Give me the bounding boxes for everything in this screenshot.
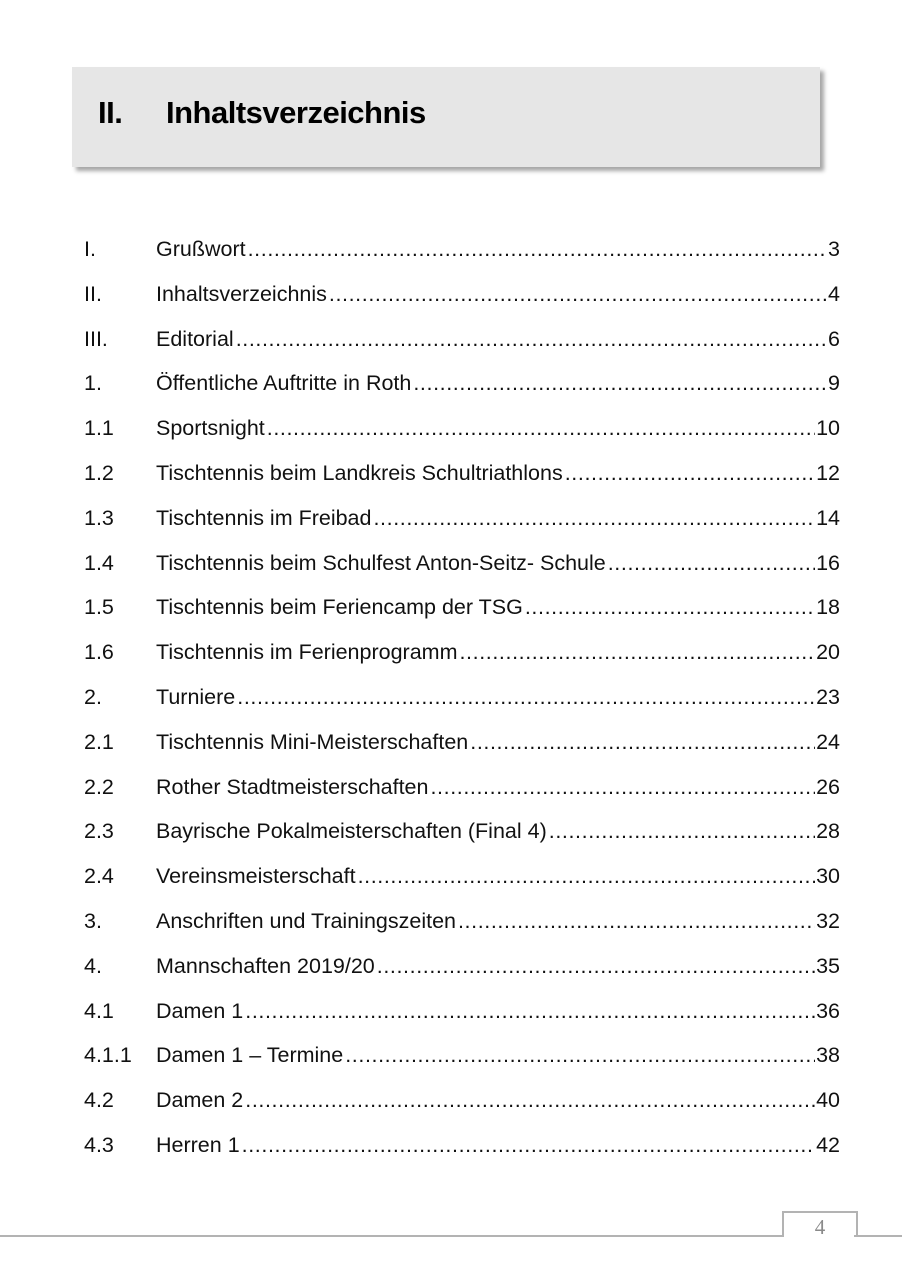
toc-entry-title: Editorial	[156, 323, 236, 355]
toc-entry-title: Damen 1 – Termine	[156, 1039, 345, 1071]
toc-dot-leader	[525, 591, 815, 623]
toc-entry-page: 30	[816, 864, 840, 889]
toc-dot-leader	[329, 278, 827, 310]
toc-entry-page: 35	[816, 953, 840, 978]
toc-dot-leader	[245, 995, 815, 1027]
toc-entry[interactable]	[84, 636, 840, 681]
section-heading-title: Inhaltsverzeichnis	[166, 95, 426, 130]
toc-entry-title: Vereinsmeisterschaft	[156, 860, 358, 892]
toc-entry-number: 1.2	[84, 460, 114, 485]
toc-entry-title: Tischtennis beim Feriencamp der TSG	[156, 591, 525, 623]
toc-dot-leader	[549, 815, 815, 847]
toc-entry[interactable]	[84, 278, 840, 323]
toc-entry[interactable]	[84, 771, 840, 816]
toc-entry-title: Turniere	[156, 681, 237, 713]
toc-dot-leader	[608, 547, 815, 579]
toc-entry-page: 6	[828, 326, 840, 351]
toc-entry-number: 1.4	[84, 550, 114, 575]
toc-entry-number: 1.5	[84, 595, 114, 620]
toc-entry-page: 4	[828, 281, 840, 306]
toc-entry[interactable]	[84, 233, 840, 278]
toc-entry-title: Tischtennis im Freibad	[156, 502, 373, 534]
toc-dot-leader	[430, 771, 815, 803]
toc-entry-title: Rother Stadtmeisterschaften	[156, 771, 430, 803]
toc-entry-page: 40	[816, 1088, 840, 1113]
toc-dot-leader	[565, 457, 815, 489]
toc-entry-title: Tischtennis im Ferienprogramm	[156, 636, 459, 668]
toc-dot-leader	[267, 412, 815, 444]
toc-entry-page: 14	[816, 505, 840, 530]
toc-entry-number: 1.3	[84, 505, 114, 530]
toc-entry-number: 1.1	[84, 416, 114, 441]
toc-entry-title: Öffentliche Auftritte in Roth	[156, 367, 413, 399]
toc-entry-page: 26	[816, 774, 840, 799]
toc-dot-leader	[377, 950, 815, 982]
table-of-contents	[84, 233, 840, 1174]
toc-dot-leader	[236, 323, 827, 355]
toc-entry-number: 1.6	[84, 640, 114, 665]
toc-dot-leader	[458, 905, 815, 937]
toc-entry-page: 23	[816, 684, 840, 709]
toc-entry[interactable]	[84, 502, 840, 547]
footer-rule-left	[0, 1235, 783, 1237]
toc-entry-title: Tischtennis beim Landkreis Schultriathlons	[156, 457, 565, 489]
toc-entry-page: 28	[816, 819, 840, 844]
toc-entry-title: Grußwort	[156, 233, 248, 265]
toc-entry[interactable]	[84, 995, 840, 1040]
toc-entry-title: Sportsnight	[156, 412, 267, 444]
toc-entry-page: 42	[816, 1132, 840, 1157]
footer-page-number: 4	[814, 1215, 826, 1239]
toc-entry-page: 24	[816, 729, 840, 754]
toc-entry[interactable]	[84, 367, 840, 412]
section-heading-box	[72, 67, 820, 167]
toc-entry[interactable]	[84, 547, 840, 592]
toc-dot-leader	[237, 681, 815, 713]
toc-entry-page: 18	[816, 595, 840, 620]
toc-entry-page: 3	[828, 237, 840, 261]
toc-entry-number: I.	[84, 237, 96, 261]
toc-dot-leader	[245, 1084, 815, 1116]
toc-entry[interactable]	[84, 905, 840, 950]
toc-entry[interactable]	[84, 681, 840, 726]
toc-dot-leader	[248, 233, 827, 265]
toc-entry-title: Bayrische Pokalmeisterschaften (Final 4)	[156, 815, 549, 847]
toc-entry-number: 2.1	[84, 729, 114, 754]
toc-dot-leader	[413, 367, 827, 399]
toc-entry-title: Inhaltsverzeichnis	[156, 278, 329, 310]
toc-entry-page: 38	[816, 1043, 840, 1068]
toc-entry-title: Tischtennis beim Schulfest Anton-Seitz- Schule	[156, 547, 608, 579]
toc-entry-number: 3.	[84, 908, 102, 933]
footer-page-tab	[782, 1211, 858, 1237]
toc-entry[interactable]	[84, 1039, 840, 1084]
toc-entry-page: 32	[816, 908, 840, 933]
section-heading-number: II.	[98, 95, 123, 130]
toc-entry-page: 20	[816, 640, 840, 665]
toc-dot-leader	[470, 726, 815, 758]
toc-entry-page: 12	[816, 460, 840, 485]
toc-entry[interactable]	[84, 860, 840, 905]
toc-entry[interactable]	[84, 591, 840, 636]
toc-entry[interactable]	[84, 457, 840, 502]
toc-entry-number: 2.3	[84, 819, 114, 844]
toc-entry-number: 4.3	[84, 1132, 114, 1157]
toc-entry-page: 16	[816, 550, 840, 575]
toc-entry-title: Tischtennis Mini-Meisterschaften	[156, 726, 470, 758]
toc-entry-number: 2.	[84, 684, 102, 709]
toc-entry-number: II.	[84, 281, 102, 306]
toc-entry-title: Anschriften und Trainingszeiten	[156, 905, 458, 937]
toc-entry-number: 4.1	[84, 998, 114, 1023]
toc-entry-number: 2.4	[84, 864, 114, 889]
toc-entry-title: Herren 1	[156, 1129, 242, 1161]
toc-entry[interactable]	[84, 323, 840, 368]
toc-entry-number: 4.1.1	[84, 1043, 132, 1068]
toc-entry-number: 1.	[84, 371, 102, 396]
toc-entry-number: III.	[84, 326, 108, 351]
toc-dot-leader	[242, 1129, 815, 1161]
toc-entry-title: Damen 2	[156, 1084, 245, 1116]
toc-entry-number: 2.2	[84, 774, 114, 799]
toc-entry[interactable]	[84, 950, 840, 995]
toc-entry[interactable]	[84, 1084, 840, 1129]
toc-entry[interactable]	[84, 412, 840, 457]
toc-entry[interactable]	[84, 815, 840, 860]
toc-dot-leader	[459, 636, 815, 668]
toc-entry[interactable]	[84, 726, 840, 771]
toc-entry-title: Mannschaften 2019/20	[156, 950, 377, 982]
toc-entry-page: 10	[816, 416, 840, 441]
footer-rule-right	[854, 1235, 902, 1237]
toc-entry-number: 4.	[84, 953, 102, 978]
toc-entry-page: 36	[816, 998, 840, 1023]
toc-dot-leader	[373, 502, 815, 534]
toc-entry-page: 9	[828, 371, 840, 396]
toc-dot-leader	[358, 860, 816, 892]
toc-dot-leader	[345, 1039, 815, 1071]
toc-entry-title: Damen 1	[156, 995, 245, 1027]
toc-entry[interactable]	[84, 1129, 840, 1174]
toc-entry-number: 4.2	[84, 1088, 114, 1113]
